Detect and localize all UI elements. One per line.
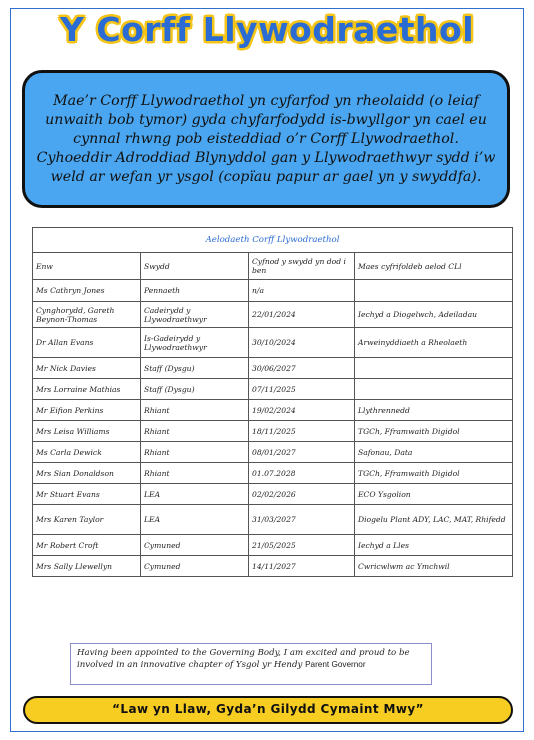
table-row xyxy=(33,358,513,379)
cell-role: Pennaeth xyxy=(141,280,249,302)
table-body xyxy=(33,280,513,577)
cell-role: Rhiant xyxy=(141,442,249,463)
cell-role: LEA xyxy=(141,484,249,505)
cell-name: Mrs Sally Llewellyn xyxy=(33,556,141,577)
cell-term-end: 22/01/2024 xyxy=(249,302,355,328)
cell-term-end: 31/03/2027 xyxy=(249,505,355,535)
cell-term-end: 19/02/2024 xyxy=(249,400,355,421)
cell-name: Mrs Leisa Williams xyxy=(33,421,141,442)
info-box xyxy=(22,70,510,208)
cell-term-end: 01.07.2028 xyxy=(249,463,355,484)
cell-responsibility xyxy=(355,379,513,400)
header-responsibility: Maes cyfrifoldeb aelod CLl xyxy=(355,253,513,280)
table-row xyxy=(33,484,513,505)
cell-responsibility: ECO Ysgolion xyxy=(355,484,513,505)
table-row xyxy=(33,421,513,442)
cell-role: Cymuned xyxy=(141,535,249,556)
cell-term-end: 08/01/2027 xyxy=(249,442,355,463)
cell-name: Mr Stuart Evans xyxy=(33,484,141,505)
page-title: Y Corff Llywodraethol xyxy=(59,10,475,49)
cell-name: Mr Eifion Perkins xyxy=(33,400,141,421)
cell-term-end: 02/02/2026 xyxy=(249,484,355,505)
cell-name: Mr Robert Croft xyxy=(33,535,141,556)
table-row xyxy=(33,442,513,463)
cell-name: Mrs Lorraine Mathias xyxy=(33,379,141,400)
cell-responsibility: Diogelu Plant ADY, LAC, MAT, Rhifedd xyxy=(355,505,513,535)
table-row xyxy=(33,328,513,358)
table-row xyxy=(33,379,513,400)
cell-term-end: 14/11/2027 xyxy=(249,556,355,577)
quote-box xyxy=(70,643,432,685)
cell-term-end: 07/11/2025 xyxy=(249,379,355,400)
cell-term-end: 21/05/2025 xyxy=(249,535,355,556)
header-name: Enw xyxy=(33,253,141,280)
quote-text: Having been appointed to the Governing Body, I am excited and proud to be involved in an innovative chapter of Ysgol yr Hendy xyxy=(77,648,410,670)
table-header-row xyxy=(33,253,513,280)
cell-name: Mrs Sian Donaldson xyxy=(33,463,141,484)
cell-role: Rhiant xyxy=(141,463,249,484)
cell-responsibility: TGCh, Fframwaith Digidol xyxy=(355,463,513,484)
school-motto: “Law yn Llaw, Gyda’n Gilydd Cymaint Mwy” xyxy=(23,696,513,724)
table-row xyxy=(33,280,513,302)
cell-role: Cymuned xyxy=(141,556,249,577)
membership-table xyxy=(32,227,513,577)
cell-role: Staff (Dysgu) xyxy=(141,358,249,379)
table-row xyxy=(33,556,513,577)
cell-name: Mrs Karen Taylor xyxy=(33,505,141,535)
table-row xyxy=(33,535,513,556)
cell-responsibility: TGCh, Fframwaith Digidol xyxy=(355,421,513,442)
cell-name: Cynghorydd, Gareth Beynon-Thomas xyxy=(33,302,141,328)
cell-responsibility: Iechyd a Lles xyxy=(355,535,513,556)
table-row xyxy=(33,463,513,484)
info-text: Mae’r Corff Llywodraethol yn cyfarfod yn rheolaidd (o leiaf unwaith bob tymor) gyda chyfarfodydd is-bwyllgor yn cael eu cynnal rhwng pob eisteddiad o’r Corff Llywodraethol. Cyhoeddir Adroddiad Blynyddol gan y Llywodraethwyr sydd i’w weld ar wefan yr ysgol (copïau papur ar gael yn y swyddfa). xyxy=(36,92,496,185)
cell-responsibility xyxy=(355,280,513,302)
cell-term-end: 30/10/2024 xyxy=(249,328,355,358)
quote-signature: Parent Governor xyxy=(305,660,366,669)
cell-term-end: n/a xyxy=(249,280,355,302)
header-role: Swydd xyxy=(141,253,249,280)
cell-responsibility xyxy=(355,358,513,379)
cell-responsibility: Llythrennedd xyxy=(355,400,513,421)
cell-term-end: 18/11/2025 xyxy=(249,421,355,442)
cell-role: Cadeirydd y Llywodraethwyr xyxy=(141,302,249,328)
cell-role: Staff (Dysgu) xyxy=(141,379,249,400)
cell-term-end: 30/06/2027 xyxy=(249,358,355,379)
table-row xyxy=(33,400,513,421)
cell-name: Dr Allan Evans xyxy=(33,328,141,358)
cell-responsibility: Iechyd a Diogelwch, Adeiladau xyxy=(355,302,513,328)
table-caption: Aelodaeth Corff Llywodraethol xyxy=(33,228,513,253)
cell-name: Ms Carla Dewick xyxy=(33,442,141,463)
table-row xyxy=(33,505,513,535)
cell-role: Rhiant xyxy=(141,400,249,421)
cell-role: Rhiant xyxy=(141,421,249,442)
table-row xyxy=(33,302,513,328)
header-term-end: Cyfnod y swydd yn dod i ben xyxy=(249,253,355,280)
cell-name: Ms Cathryn Jones xyxy=(33,280,141,302)
cell-role: Is-Gadeirydd y Llywodraethwyr xyxy=(141,328,249,358)
cell-responsibility: Cwricwlwm ac Ymchwil xyxy=(355,556,513,577)
cell-name: Mr Nick Davies xyxy=(33,358,141,379)
cell-responsibility: Arweinyddiaeth a Rheolaeth xyxy=(355,328,513,358)
cell-role: LEA xyxy=(141,505,249,535)
cell-responsibility: Safonau, Data xyxy=(355,442,513,463)
